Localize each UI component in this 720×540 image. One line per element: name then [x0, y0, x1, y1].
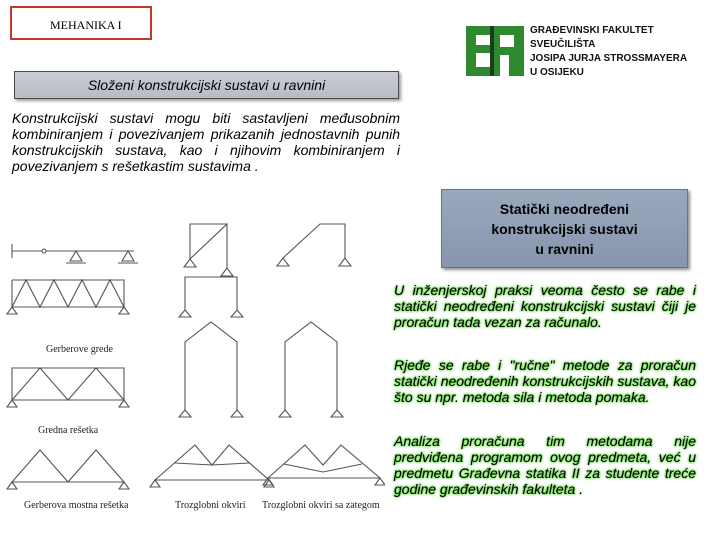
faculty-line: GRAĐEVINSKI FAKULTET — [530, 25, 654, 36]
paragraph-computer-analysis: U inženjerskoj praksi veoma često se rabe i statički neodređeni konstrukcijski sustavi čiji je proračun tada vezan za računalo. — [394, 282, 696, 330]
box-line: u ravnini — [535, 241, 594, 257]
faculty-logo — [466, 26, 524, 76]
slide-title: Složeni konstrukcijski sustavi u ravnini — [14, 71, 399, 99]
faculty-line: U OSIJEKU — [530, 67, 584, 78]
faculty-line: SVEUČILIŠTA — [530, 39, 596, 50]
structural-drawings — [0, 210, 385, 532]
caption-truss: Gredna rešetka — [38, 425, 99, 436]
static-indeterminate-box — [441, 189, 688, 268]
caption-gerber-beam: Gerberove grede — [46, 344, 113, 355]
caption-gerber-truss: Gerberova mostna rešetka — [24, 500, 129, 511]
caption-three-hinged-frame: Trozglobni okviri — [175, 500, 246, 511]
box-line: Statički neodređeni — [499, 201, 630, 217]
caption-three-hinged-frame-tie: Trozglobni okviri sa zategom — [262, 500, 380, 511]
faculty-line: JOSIPA JURJA STROSSMAYERA — [530, 53, 688, 64]
faculty-name — [530, 24, 720, 80]
paragraph-manual-methods: Rjeđe se rabe i "ručne" metode za proračun statički neodređenih konstrukcijskih sustava, kao što su npr. metoda sila i metoda pomaka. — [394, 357, 696, 405]
frame-drawings — [7, 224, 385, 489]
course-label: MEHANIKA I — [10, 6, 152, 40]
paragraph-course-scope: Analiza proračuna tim metodama nije predviđena programom ovog predmeta, već u predmetu Građevna statika II za studente treće godine građevinskih fakulteta . — [394, 433, 696, 497]
intro-text: Konstrukcijski sustavi mogu biti sastavljeni međusobnim kombiniranjem i povezivanjem prikazanih jednostavnih punih konstrukcijskih sustava, kao i njihovim kombiniranjem i povezivanjem s rešetkastim sustavima . — [12, 110, 400, 174]
box-line: konstrukcijski sustavi — [491, 221, 638, 237]
